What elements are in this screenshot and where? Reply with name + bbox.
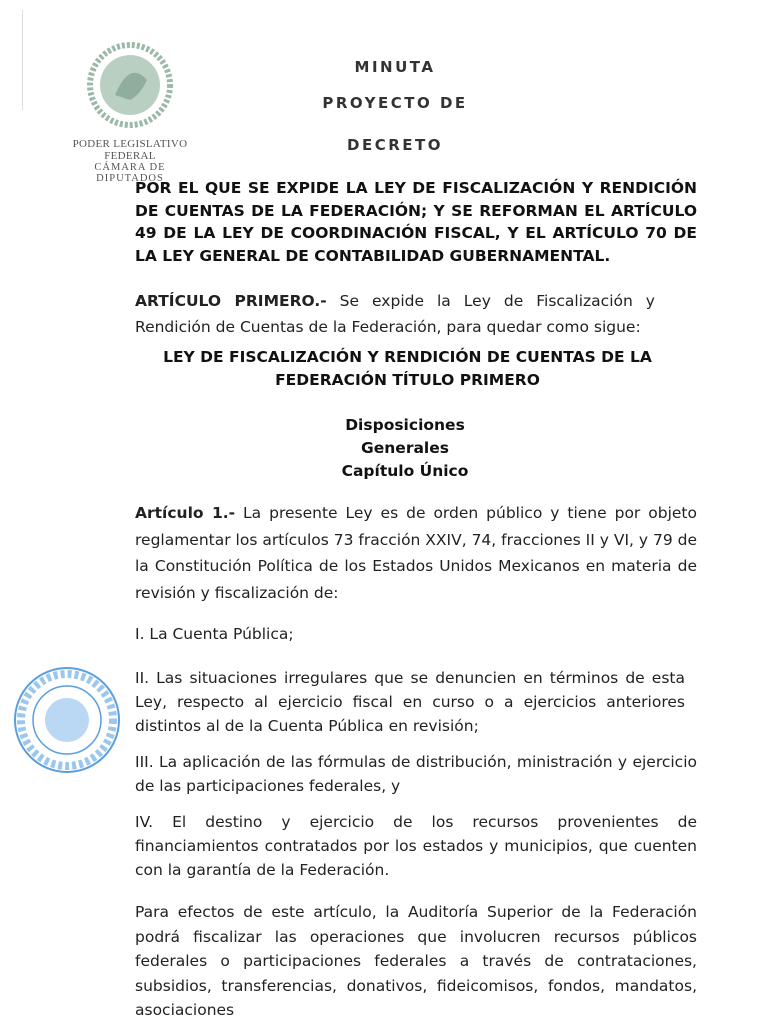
item-text: La Cuenta Pública; — [144, 625, 294, 643]
mexican-coat-of-arms-icon — [85, 40, 175, 130]
letterhead — [60, 40, 200, 184]
articulo-primero-label: ARTÍCULO PRIMERO.- — [135, 292, 327, 310]
law-title-line1: LEY DE FISCALIZACIÓN Y RENDICIÓN DE CUENTAS DE LA — [163, 348, 652, 366]
item-number: IV. — [135, 813, 154, 831]
section-line1: Disposiciones — [345, 416, 465, 434]
item-text: Las situaciones irregulares que se denuncien en términos de esta Ley, respecto al ejercicio fiscal en curso o a ejercicios anteriores distintos al de la Cuenta Pública en revisión; — [135, 669, 685, 735]
item-number: III. — [135, 753, 154, 771]
decree-title: POR EL QUE SE EXPIDE LA LEY DE FISCALIZACIÓN Y RENDICIÓN DE CUENTAS DE LA FEDERACIÓN; Y SE REFORMAN EL ARTÍCULO 49 DE LA LEY DE COORDINACIÓN FISCAL, Y EL ARTÍCULO 70 DE LA LEY GENERAL DE CONTABILIDAD GUBERNAMENTAL. — [135, 179, 697, 265]
articulo-1-text: La presente Ley es de orden público y tiene por objeto reglamentar los artículos 73 fracción XXIV, 74, fracciones II y VI, y 79 de la Constitución Política de los Estados Unidos Mexicanos en materia de revisión y fiscalización de: — [135, 504, 697, 602]
item-number: II. — [135, 669, 150, 687]
letterhead-line2: CÁMARA DE DIPUTADOS — [94, 162, 166, 184]
scan-margin-line — [22, 10, 23, 110]
section-line3: Capítulo Único — [341, 462, 469, 480]
articulo-1 — [135, 500, 697, 606]
law-title — [135, 346, 680, 392]
list-item — [135, 750, 697, 798]
header-minuta: MINUTA — [354, 58, 436, 76]
header-decreto: DECRETO — [347, 136, 443, 154]
letterhead-line1: PODER LEGISLATIVO FEDERAL — [72, 138, 188, 162]
list-item — [135, 810, 697, 882]
section-heading — [300, 414, 510, 483]
articulo-1-label: Artículo 1.- — [135, 504, 236, 522]
law-title-line2: FEDERACIÓN TÍTULO PRIMERO — [275, 371, 540, 389]
list-item — [135, 622, 697, 646]
item-text: El destino y ejercicio de los recursos provenientes de financiamientos contratados por los estados y municipios, que cuenten con la garantía de la Federación. — [135, 813, 697, 879]
item-text: La aplicación de las fórmulas de distribución, ministración y ejercicio de las participaciones federales, y — [135, 753, 697, 795]
articulo-primero — [135, 288, 655, 340]
item-number: I. — [135, 625, 145, 643]
official-stamp-icon — [12, 665, 122, 775]
closing-paragraph: Para efectos de este artículo, la Auditoría Superior de la Federación podrá fiscalizar las operaciones que involucren recursos públicos federales o participaciones federales a través de contrataciones, subsidios, transferencias, donativos, fideicomisos, fondos, mandatos, asociaciones — [135, 903, 697, 1019]
list-item — [135, 666, 685, 738]
header-proyecto: PROYECTO DE — [322, 94, 468, 112]
articulo-primero-text: Se expide la Ley de Fiscalización y Rendición de Cuentas de la Federación, para quedar como sigue: — [135, 292, 655, 336]
section-line2: Generales — [361, 439, 449, 457]
